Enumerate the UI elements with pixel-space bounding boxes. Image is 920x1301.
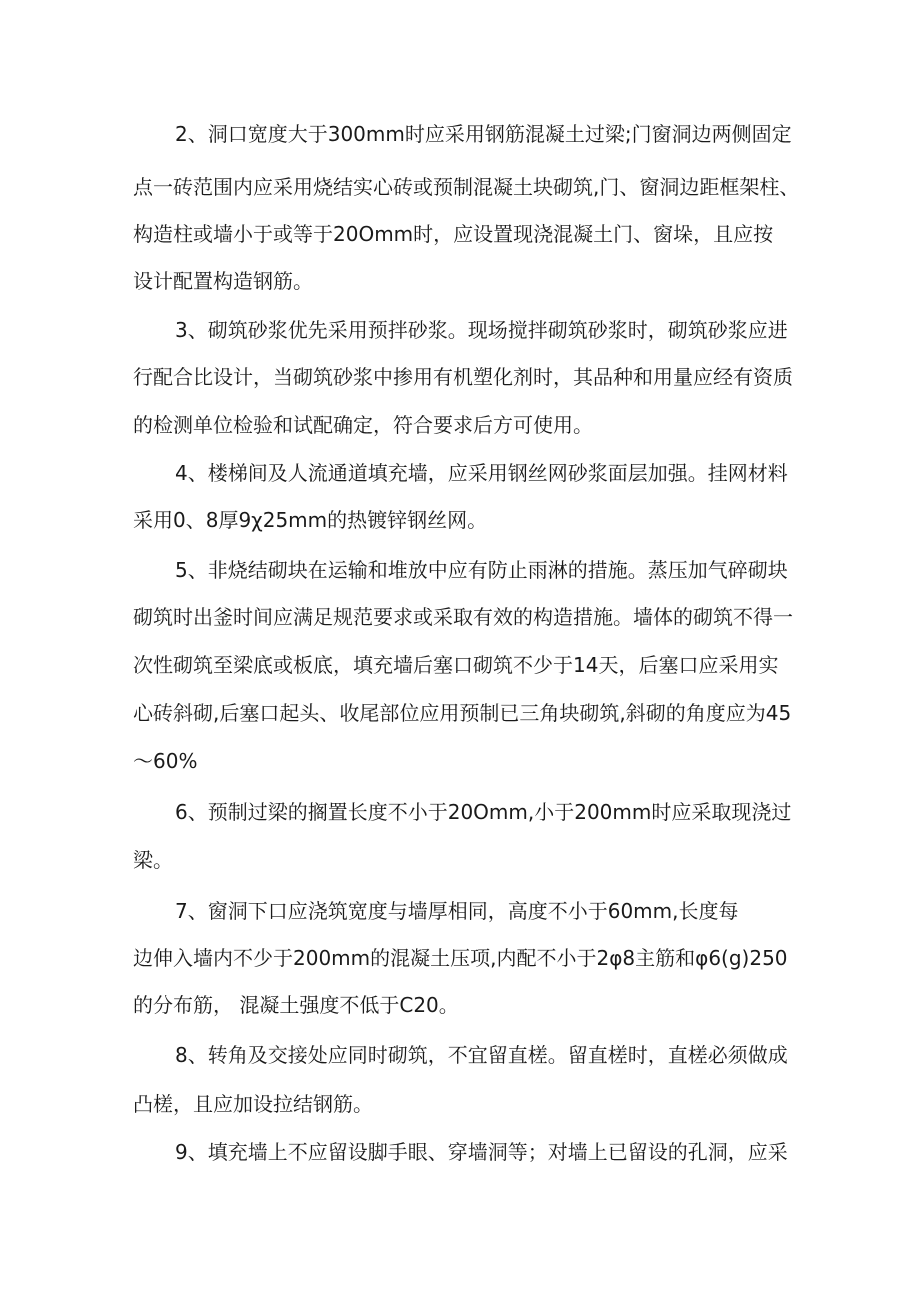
paragraph-2-line-1: 2、洞口宽度大于300mm时应采用钢筋混凝土过梁;门窗洞边两侧固定 — [175, 122, 792, 146]
paragraph-6-line-1: 6、预制过梁的搁置长度不小于20Omm,小于200mm时应采取现浇过 — [175, 800, 792, 824]
paragraph-3-line-3: 的检测单位检验和试配确定，符合要求后方可使用。 — [133, 413, 593, 437]
paragraph-7-line-2: 边伸入墙内不少于200mm的混凝土压项,内配不小于2φ8主筋和φ6(g)250 — [133, 946, 788, 970]
paragraph-3-line-2: 行配合比设计，当砌筑砂浆中掺用有机塑化剂时，其品种和用量应经有资质 — [133, 365, 793, 389]
paragraph-5-line-5: ～60% — [133, 749, 198, 773]
paragraph-9-line-1: 9、填充墙上不应留设脚手眼、穿墙洞等；对墙上已留设的孔洞，应采 — [175, 1140, 788, 1164]
paragraph-6-line-2: 梁。 — [133, 848, 173, 872]
paragraph-5-line-3: 次性砌筑至梁底或板底，填充墙后塞口砌筑不少于14天，后塞口应采用实 — [133, 653, 779, 677]
paragraph-5-line-2: 砌筑时出釜时间应满足规范要求或采取有效的构造措施。墙体的砌筑不得一 — [133, 605, 793, 629]
paragraph-7-line-1: 7、窗洞下口应浇筑宽度与墙厚相同，高度不小于60mm,长度每 — [175, 899, 739, 923]
paragraph-7-line-3: 的分布筋， 混凝土强度不低于C20。 — [133, 993, 459, 1017]
paragraph-2-line-4: 设计配置构造钢筋。 — [133, 269, 313, 293]
paragraph-5-line-1: 5、非烧结砌块在运输和堆放中应有防止雨淋的措施。蒸压加气碎砌块 — [175, 558, 788, 582]
paragraph-4-line-1: 4、楼梯间及人流通道填充墙，应采用钢丝网砂浆面层加强。挂网材料 — [175, 461, 788, 485]
paragraph-8-line-2: 凸槎，且应加设拉结钢筋。 — [133, 1092, 373, 1116]
paragraph-4-line-2: 采用0、8厚9χ25mm的热镀锌钢丝网。 — [133, 508, 488, 532]
paragraph-5-line-4: 心砖斜砌,后塞口起头、收尾部位应用预制已三角块砌筑,斜砌的角度应为45 — [133, 701, 792, 725]
paragraph-3-line-1: 3、砌筑砂浆优先采用预拌砂浆。现场搅拌砌筑砂浆时，砌筑砂浆应进 — [175, 318, 788, 342]
paragraph-2-line-2: 点一砖范围内应采用烧结实心砖或预制混凝土块砌筑,门、窗洞边距框架柱、 — [133, 175, 800, 199]
paragraph-2-line-3: 构造柱或墙小于或等于20Omm时，应设置现浇混凝土门、窗垛，且应按 — [133, 222, 774, 246]
paragraph-8-line-1: 8、转角及交接处应同时砌筑，不宜留直槎。留直槎时，直槎必须做成 — [175, 1043, 788, 1067]
